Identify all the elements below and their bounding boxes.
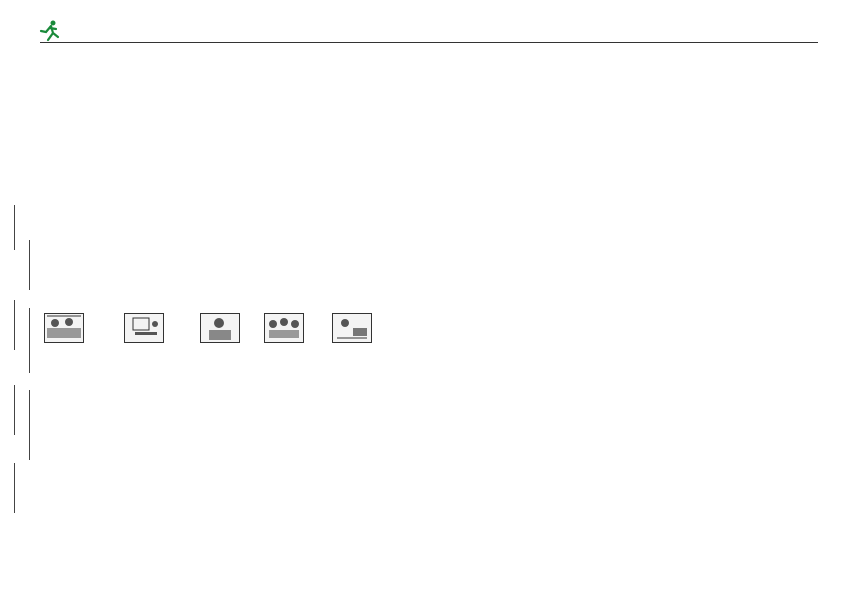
family-scene-icon [45,314,83,342]
cooking-scene-icon [333,314,371,342]
binding-line-2 [29,308,30,373]
picture-1 [44,313,84,343]
picture-3 [200,313,240,343]
class-line [14,385,15,435]
logo [38,20,138,42]
school-line [14,463,15,513]
picture-5 [332,313,372,343]
group-scene-icon [265,314,303,342]
runner-icon [38,20,62,42]
binding-line-3 [29,390,30,460]
name-line [14,300,15,350]
student-no-line [14,205,15,250]
header-rule [40,42,818,43]
picture-2 [124,313,164,343]
reading-scene-icon [201,314,239,342]
computer-scene-icon [125,314,163,342]
binding-line-1 [29,240,30,290]
picture-4 [264,313,304,343]
